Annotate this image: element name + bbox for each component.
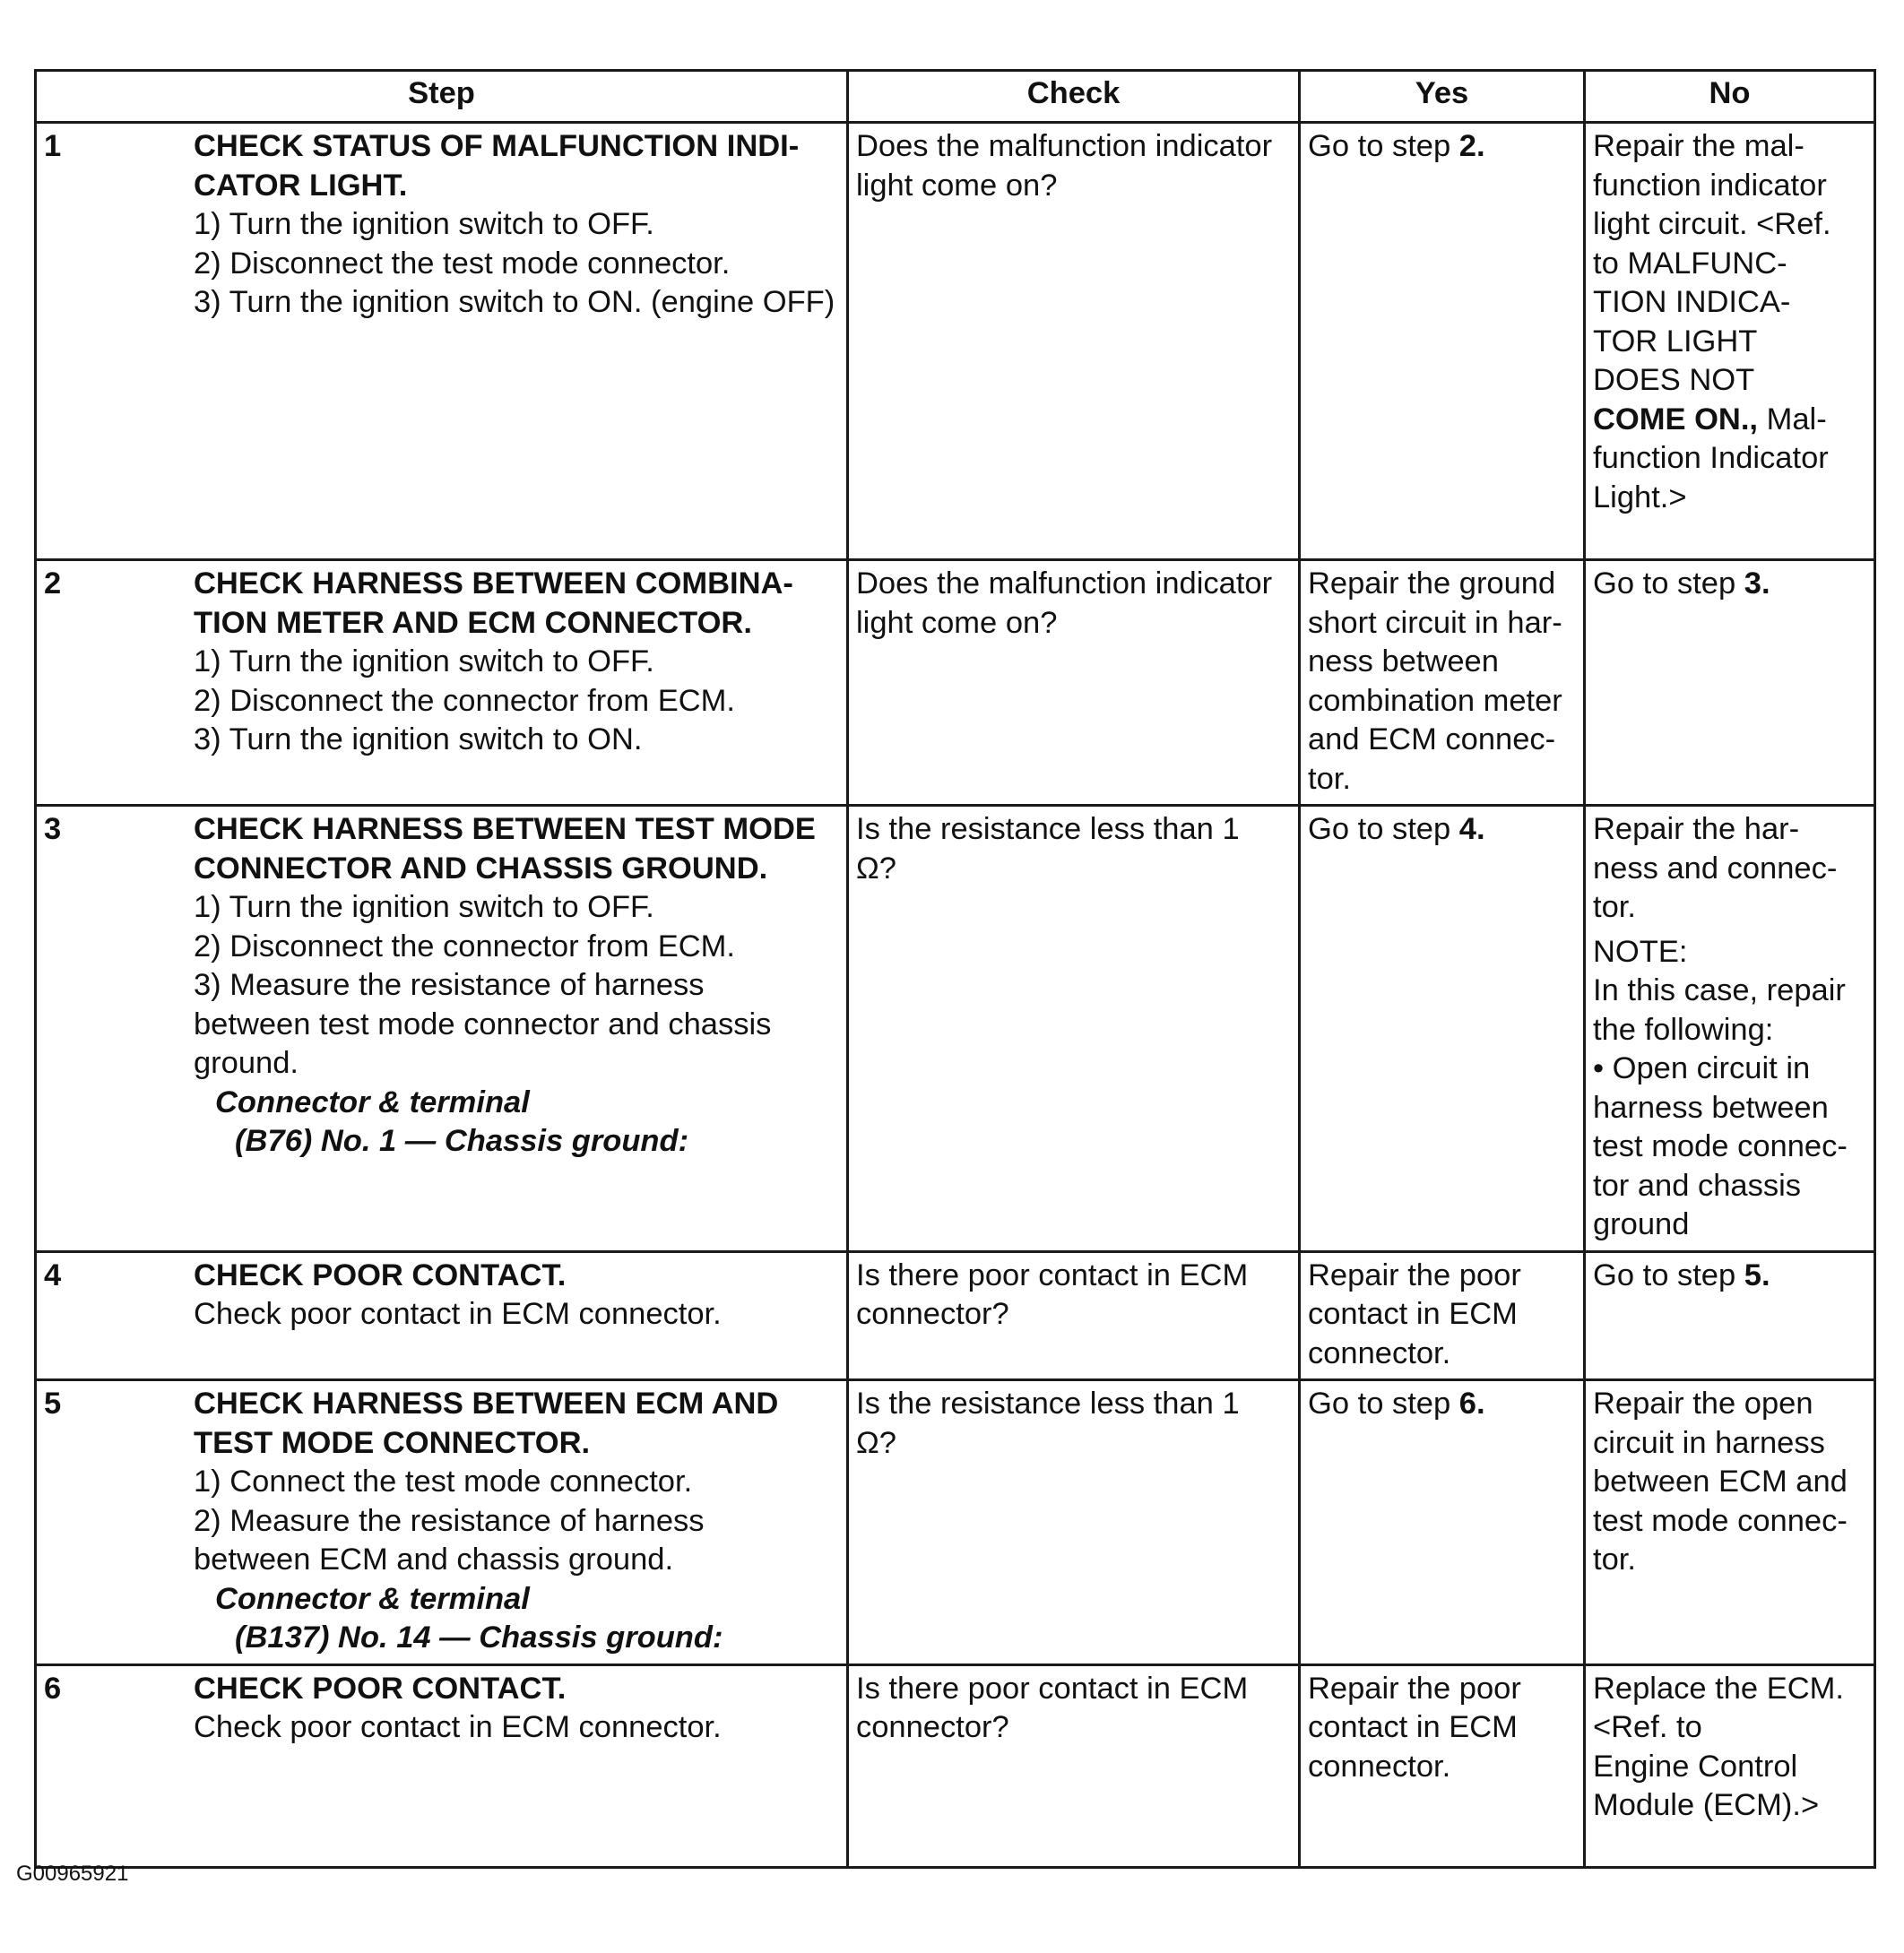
step-instruction: 3) Measure the resistance of harness (194, 968, 705, 1002)
no-text: Light.> (1593, 480, 1687, 514)
no-cell (1585, 806, 1875, 1252)
step-instruction: 1) Turn the ignition switch to OFF. (194, 890, 654, 924)
no-text: Repair the open (1593, 1387, 1813, 1421)
step-instruction: between ECM and chassis ground. (194, 1543, 674, 1577)
step-number: 3 (44, 812, 62, 846)
no-text: ness and connec- (1593, 851, 1838, 886)
step-number: 4 (44, 1257, 62, 1292)
step-title: TEST MODE CONNECTOR. (194, 1425, 591, 1460)
yes-cell (1300, 1251, 1585, 1380)
no-text: Engine Control (1593, 1749, 1798, 1784)
note-text: test mode connec- (1593, 1129, 1848, 1163)
spec-heading: Connector & terminal (215, 1085, 530, 1119)
step-instruction: 3) Turn the ignition switch to ON. (engine OFF) (194, 285, 835, 319)
no-ref-title: COME ON., (1593, 402, 1759, 436)
yes-step-ref: 2. (1458, 129, 1485, 163)
spec-terminal: (B76) No. 1 — Chassis ground: (235, 1124, 689, 1158)
no-step-ref: 5. (1744, 1257, 1770, 1292)
check-text: Does the malfunction indicator (856, 566, 1273, 601)
table-row (36, 123, 1875, 560)
yes-text: connector. (1308, 1335, 1451, 1370)
note-text: harness between (1593, 1090, 1829, 1125)
step-title: CATOR LIGHT. (194, 168, 408, 203)
header-yes: Yes (1300, 71, 1585, 123)
no-text: <Ref. to (1593, 1710, 1702, 1744)
check-text: Ω? (856, 851, 896, 886)
step-title: CONNECTOR AND CHASSIS GROUND. (194, 851, 768, 886)
yes-text: Repair the ground (1308, 566, 1556, 601)
check-cell (848, 560, 1300, 806)
step-number: 5 (44, 1387, 62, 1421)
no-cell (1585, 1251, 1875, 1380)
check-text: Does the malfunction indicator (856, 129, 1273, 163)
no-text: function Indicator (1593, 441, 1829, 475)
step-cell (36, 1664, 848, 1867)
yes-text: and ECM connec- (1308, 722, 1556, 756)
step-number: 1 (44, 129, 62, 163)
step-title: CHECK HARNESS BETWEEN TEST MODE (194, 812, 816, 846)
note-text: In this case, repair (1593, 973, 1846, 1007)
yes-text: short circuit in har- (1308, 605, 1562, 640)
no-text: TION INDICA- (1593, 285, 1791, 319)
step-title: CHECK HARNESS BETWEEN ECM AND (194, 1387, 779, 1421)
yes-text: Go to step (1308, 129, 1459, 163)
step-title: CHECK POOR CONTACT. (194, 1671, 567, 1706)
yes-text: connector. (1308, 1749, 1451, 1784)
no-cell (1585, 560, 1875, 806)
step-number: 6 (44, 1671, 62, 1706)
step-instruction: 3) Turn the ignition switch to ON. (194, 722, 643, 756)
yes-cell (1300, 1664, 1585, 1867)
yes-text: Repair the poor (1308, 1257, 1521, 1292)
note-text: ground (1593, 1207, 1690, 1241)
yes-cell (1300, 1380, 1585, 1665)
no-text: to MALFUNC- (1593, 246, 1787, 281)
no-text: Module (ECM).> (1593, 1788, 1820, 1822)
step-instruction: 2) Disconnect the connector from ECM. (194, 683, 735, 718)
step-instruction: Check poor contact in ECM connector. (194, 1297, 722, 1331)
yes-text: Repair the poor (1308, 1671, 1521, 1706)
no-cell (1585, 1380, 1875, 1665)
step-cell (36, 123, 848, 560)
table-row (36, 806, 1875, 1252)
step-instruction: ground. (194, 1046, 299, 1080)
step-title: TION METER AND ECM CONNECTOR. (194, 605, 752, 640)
note-label: NOTE: (1593, 934, 1688, 969)
check-text: light come on? (856, 168, 1058, 203)
yes-cell (1300, 560, 1585, 806)
yes-step-ref: 4. (1458, 812, 1485, 846)
note-bullet: • Open circuit in (1593, 1051, 1811, 1085)
check-text: Is there poor contact in ECM (856, 1671, 1249, 1706)
no-text: tor. (1593, 890, 1636, 924)
yes-cell (1300, 806, 1585, 1252)
no-text: between ECM and (1593, 1465, 1848, 1499)
step-instruction: Check poor contact in ECM connector. (194, 1710, 722, 1744)
check-cell (848, 1380, 1300, 1665)
no-text: Repair the mal- (1593, 129, 1804, 163)
no-text: function indicator (1593, 168, 1827, 203)
header-check: Check (848, 71, 1300, 123)
table-row (36, 1251, 1875, 1380)
step-instruction: 2) Measure the resistance of harness (194, 1503, 705, 1538)
no-text: DOES NOT (1593, 363, 1755, 397)
yes-text: Go to step (1308, 1387, 1459, 1421)
step-title: CHECK HARNESS BETWEEN COMBINA- (194, 566, 793, 601)
check-text: Ω? (856, 1425, 896, 1460)
check-cell (848, 123, 1300, 560)
no-text: circuit in harness (1593, 1425, 1825, 1460)
yes-step-ref: 6. (1458, 1387, 1485, 1421)
step-instruction: 1) Turn the ignition switch to OFF. (194, 207, 654, 241)
spec-terminal: (B137) No. 14 — Chassis ground: (235, 1620, 723, 1655)
no-text: Go to step (1593, 1257, 1744, 1292)
yes-text: combination meter (1308, 683, 1562, 718)
step-title: CHECK POOR CONTACT. (194, 1257, 567, 1292)
step-cell (36, 560, 848, 806)
spec-heading: Connector & terminal (215, 1581, 530, 1616)
yes-text: contact in ECM (1308, 1710, 1518, 1744)
check-text: connector? (856, 1297, 1009, 1331)
note-text: tor and chassis (1593, 1168, 1802, 1203)
no-text: test mode connec- (1593, 1503, 1848, 1538)
no-step-ref: 3. (1744, 566, 1770, 601)
yes-text: contact in ECM (1308, 1297, 1518, 1331)
step-instruction: 2) Disconnect the test mode connector. (194, 246, 731, 281)
table-row (36, 1380, 1875, 1665)
step-cell (36, 1380, 848, 1665)
no-cell (1585, 1664, 1875, 1867)
check-text: Is there poor contact in ECM (856, 1257, 1249, 1292)
no-text: Mal- (1758, 402, 1827, 436)
no-text: Repair the har- (1593, 812, 1800, 846)
check-text: Is the resistance less than 1 (856, 812, 1240, 846)
step-instruction: between test mode connector and chassis (194, 1007, 772, 1041)
note-text: the following: (1593, 1012, 1774, 1047)
table-row (36, 1664, 1875, 1867)
no-text: Go to step (1593, 566, 1744, 601)
no-text: tor. (1593, 1543, 1636, 1577)
header-row (36, 71, 1875, 123)
no-text: light circuit. <Ref. (1593, 207, 1831, 241)
check-text: connector? (856, 1710, 1009, 1744)
step-title: CHECK STATUS OF MALFUNCTION INDI- (194, 129, 800, 163)
yes-text: tor. (1308, 761, 1351, 796)
check-cell (848, 1251, 1300, 1380)
check-text: Is the resistance less than 1 (856, 1387, 1240, 1421)
yes-text: Go to step (1308, 812, 1459, 846)
step-instruction: 2) Disconnect the connector from ECM. (194, 929, 735, 964)
check-cell (848, 1664, 1300, 1867)
no-text: Replace the ECM. (1593, 1671, 1844, 1706)
header-no: No (1585, 71, 1875, 123)
step-cell (36, 1251, 848, 1380)
figure-id: G00965921 (16, 1862, 129, 1886)
check-cell (848, 806, 1300, 1252)
step-instruction: 1) Turn the ignition switch to OFF. (194, 644, 654, 678)
yes-cell (1300, 123, 1585, 560)
header-step: Step (36, 71, 848, 123)
table-row (36, 560, 1875, 806)
step-number: 2 (44, 566, 62, 601)
no-text: TOR LIGHT (1593, 324, 1758, 359)
step-cell (36, 806, 848, 1252)
diagnostic-table (34, 69, 1876, 1869)
no-cell (1585, 123, 1875, 560)
check-text: light come on? (856, 605, 1058, 640)
yes-text: ness between (1308, 644, 1499, 678)
step-instruction: 1) Connect the test mode connector. (194, 1465, 693, 1499)
